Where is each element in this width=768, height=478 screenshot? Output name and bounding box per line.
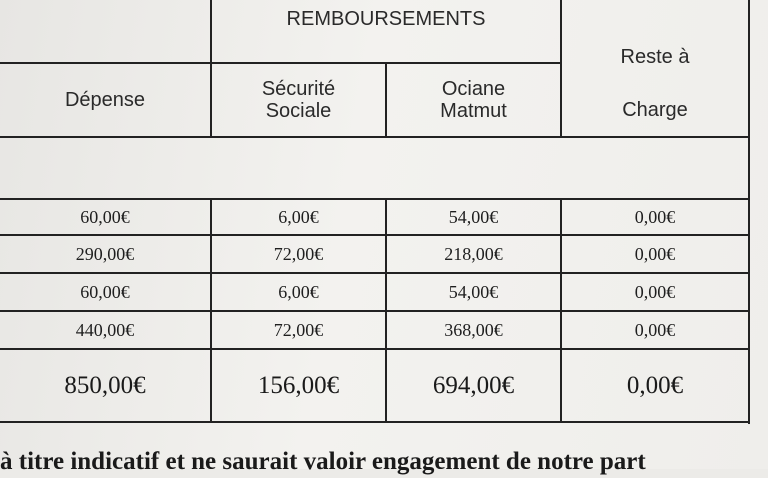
column-header-reste-a-charge <box>562 30 748 136</box>
cell-ociane-matmut: 218,00€ <box>444 243 503 264</box>
cell-securite-sociale: 72,00€ <box>273 319 324 340</box>
cell-depense: 60,00€ <box>80 206 130 227</box>
cell-depense: 290,00€ <box>75 243 135 264</box>
column-header-line: Charge <box>622 98 688 121</box>
column-header-line: Ociane <box>441 78 506 100</box>
column-header-securite-sociale <box>212 64 385 136</box>
column-header-line: Sécurité <box>261 78 336 100</box>
column-header-line: Matmut <box>440 100 507 122</box>
cell-depense: 60,00€ <box>80 281 130 302</box>
cell-securite-sociale: 6,00€ <box>278 206 319 227</box>
cell-ociane-matmut: 54,00€ <box>448 206 499 227</box>
cell-depense: 440,00€ <box>75 319 135 340</box>
cell-ociane-matmut: 54,00€ <box>448 281 499 302</box>
total-ociane-matmut: 694,00€ <box>432 371 515 399</box>
cell-reste-a-charge: 0,00€ <box>634 243 676 264</box>
column-header-line: Reste à <box>620 45 690 68</box>
column-header-line: Sociale <box>265 100 332 122</box>
grid-line <box>0 136 750 138</box>
cell-reste-a-charge: 0,00€ <box>634 206 676 227</box>
footer-disclaimer: à titre indicatif et ne saurait valoir engagement de notre part <box>0 448 646 475</box>
total-securite-sociale: 156,00€ <box>257 371 340 399</box>
total-reste-a-charge: 0,00€ <box>626 371 684 399</box>
cell-ociane-matmut: 368,00€ <box>444 319 503 340</box>
cell-reste-a-charge: 0,00€ <box>634 319 676 340</box>
total-depense: 850,00€ <box>64 371 146 399</box>
column-header-depense: Dépense <box>64 89 146 111</box>
cell-securite-sociale: 6,00€ <box>278 281 319 302</box>
grid-line <box>0 421 750 423</box>
group-title-remboursements: REMBOURSEMENTS <box>286 8 486 30</box>
cell-securite-sociale: 72,00€ <box>273 243 324 264</box>
column-header-ociane-matmut <box>387 64 560 136</box>
grid-line <box>748 0 750 424</box>
cell-reste-a-charge: 0,00€ <box>634 281 676 302</box>
